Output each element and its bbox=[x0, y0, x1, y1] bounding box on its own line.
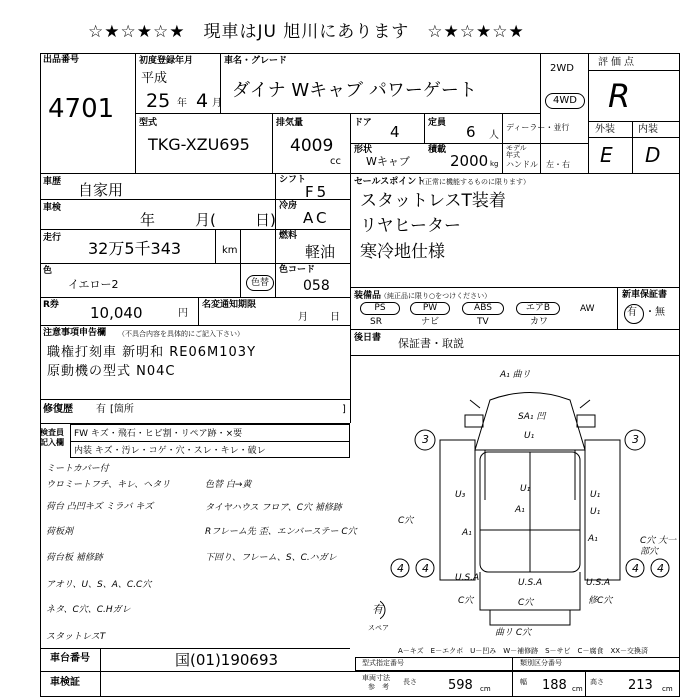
divider bbox=[350, 143, 588, 144]
divider bbox=[350, 355, 680, 356]
mileage-unit: km bbox=[222, 245, 238, 256]
fuel-value: 軽油 bbox=[305, 243, 336, 261]
equip-abs: ABS bbox=[462, 302, 504, 315]
divider bbox=[512, 657, 513, 697]
diag-label: SA₁ 凹 bbox=[518, 412, 546, 422]
repair-label: 修復歴 bbox=[43, 404, 73, 415]
color-value: イエロー2 bbox=[68, 278, 119, 291]
diag-label: 4 bbox=[632, 562, 639, 575]
fuel-label: 燃料 bbox=[279, 231, 298, 241]
doors-value: 4 bbox=[390, 123, 400, 141]
note-bed-dent: 荷台 凸凹キズ ミラバ キズ bbox=[46, 502, 154, 512]
first-reg-year-unit: 年 bbox=[177, 98, 187, 109]
divider bbox=[40, 199, 350, 200]
legend-interior: 内装 キズ・汚レ・コゲ・穴・スレ・キレ・破レ bbox=[74, 446, 266, 456]
divider bbox=[40, 297, 350, 298]
divider bbox=[588, 70, 680, 71]
equip-pw: PW bbox=[410, 302, 450, 315]
note-neta: ネタ、C穴、C.Hガレ bbox=[46, 605, 131, 615]
diag-label: C穴 bbox=[518, 598, 534, 608]
recycle-unit: 円 bbox=[178, 308, 188, 319]
shape-value: Wキャブ bbox=[366, 155, 410, 168]
divider bbox=[40, 229, 350, 230]
equip-airbag: エアB bbox=[516, 302, 560, 315]
diag-label: A₁ 曲リ bbox=[500, 370, 531, 380]
height-unit: cm bbox=[662, 685, 673, 693]
diag-label: A₁ bbox=[588, 534, 598, 544]
diag-label: スペア bbox=[368, 624, 389, 632]
inspection-day: 日) bbox=[255, 211, 276, 229]
name-change-month: 月 bbox=[298, 312, 308, 323]
diag-label: 4 bbox=[397, 562, 404, 575]
new-warranty-no: ・無 bbox=[645, 307, 665, 318]
note-r-frame: Rフレーム先 歪、エンバーステー C穴 bbox=[205, 527, 357, 537]
documents-label: 後日書 bbox=[354, 333, 382, 343]
equip-ps: PS bbox=[360, 302, 400, 315]
divider bbox=[220, 53, 221, 113]
chassis-label: 車台番号 bbox=[50, 653, 90, 664]
diag-label: 4 bbox=[657, 562, 664, 575]
diag-label: U.S.A bbox=[455, 573, 480, 583]
divider bbox=[135, 113, 540, 114]
length-label: 長さ bbox=[403, 678, 417, 686]
exterior-label: 外装 bbox=[595, 124, 615, 135]
equip-sr: SR bbox=[370, 317, 382, 327]
equip-tv: TV bbox=[477, 317, 489, 327]
model-year-label: モデル 年式 bbox=[506, 144, 527, 159]
exterior-score: E bbox=[600, 143, 613, 167]
sales-points-label: セールスポイント bbox=[354, 177, 426, 187]
shift-label: シフト bbox=[279, 175, 307, 185]
drive-4wd: 4WD bbox=[545, 93, 585, 109]
equip-leather: カワ bbox=[530, 317, 549, 327]
diag-label: U.S.A bbox=[586, 578, 611, 588]
note-meat-cover: ミートカバー付 bbox=[46, 464, 109, 474]
sales-point-1: スタットレスT装着 bbox=[360, 191, 506, 211]
recycle-label: R券 bbox=[43, 300, 59, 310]
shape-label: 形状 bbox=[354, 145, 373, 155]
divider bbox=[588, 53, 589, 173]
diag-label: 有 bbox=[372, 603, 383, 616]
divider bbox=[585, 671, 586, 697]
divider bbox=[215, 229, 216, 263]
inspection-label: 車検 bbox=[43, 203, 62, 213]
inspection-month: 月( bbox=[195, 211, 216, 229]
equip-aw: AW bbox=[580, 304, 595, 314]
diag-label: A₁ bbox=[462, 528, 472, 538]
divider bbox=[40, 648, 350, 649]
note-tire-house: タイヤハウス フロア、C穴 補修跡 bbox=[205, 503, 342, 513]
divider bbox=[40, 263, 350, 264]
ac-label: 冷房 bbox=[279, 201, 298, 211]
legend-label: 検査員 記入欄 bbox=[40, 428, 64, 447]
name-change-label: 名変通知期限 bbox=[202, 300, 257, 310]
diag-label: U₃ bbox=[455, 490, 466, 500]
width-unit: cm bbox=[572, 685, 583, 693]
divider bbox=[540, 53, 541, 173]
model-label: 型式 bbox=[139, 118, 158, 128]
divider bbox=[588, 121, 680, 122]
notes-sub: （不具合内容を具体的にご記入下さい） bbox=[118, 330, 244, 338]
divider bbox=[40, 173, 680, 174]
interior-score: D bbox=[645, 143, 661, 167]
height-value: 213 bbox=[628, 678, 653, 693]
chassis-value: 国(01)190693 bbox=[175, 651, 279, 669]
displacement-label: 排気量 bbox=[276, 118, 304, 128]
history-label: 車歴 bbox=[43, 177, 62, 187]
ref-label: 参 考 bbox=[368, 683, 389, 691]
ac-value: AC bbox=[303, 209, 330, 227]
length-unit: cm bbox=[480, 685, 491, 693]
displacement-unit: cc bbox=[330, 156, 341, 167]
dims-label: 車両寸法 bbox=[362, 674, 390, 682]
cert-label: 型式指定番号 bbox=[362, 659, 404, 667]
new-warranty-label: 新車保証書 bbox=[622, 290, 668, 300]
load-unit: kg bbox=[490, 160, 499, 168]
divider bbox=[240, 263, 241, 297]
divider bbox=[100, 648, 101, 697]
load-value: 2000 bbox=[450, 152, 489, 170]
divider bbox=[40, 399, 350, 400]
width-value: 188 bbox=[542, 678, 567, 693]
diag-label: C穴 bbox=[458, 596, 474, 606]
divider bbox=[617, 287, 618, 329]
diag-label: U₁ bbox=[590, 507, 601, 517]
shift-value: F5 bbox=[305, 183, 330, 201]
load-label: 積載 bbox=[428, 145, 447, 155]
model-value: TKG-XZU695 bbox=[148, 135, 250, 154]
equipment-note: （純正品に限り○をつけください） bbox=[380, 292, 492, 300]
handle-label: ハンドル 左・右 bbox=[506, 160, 570, 169]
notes-label: 注意事項申告欄 bbox=[43, 328, 107, 338]
notes-line-1: 職権打刻車 新明和 RE06M103Y bbox=[47, 345, 257, 360]
first-reg-era: 平成 bbox=[141, 71, 168, 86]
note-color-change: 色替 白→黄 bbox=[205, 480, 252, 490]
sales-point-3: 寒冷地仕様 bbox=[360, 242, 445, 262]
equip-navi: ナビ bbox=[421, 317, 440, 327]
divider bbox=[350, 173, 351, 423]
diag-label: 修C穴 bbox=[588, 596, 613, 606]
diag-label: U₁ bbox=[520, 484, 531, 494]
legend-exterior: FW キズ・飛石・ヒビ割・リペア跡・×要 bbox=[74, 429, 243, 439]
history-value: 自家用 bbox=[78, 181, 124, 199]
diag-label: 曲リ C穴 bbox=[495, 628, 532, 638]
note-bed-agent: 荷板剤 bbox=[46, 527, 74, 537]
divider bbox=[198, 297, 199, 325]
diag-label: U.S.A bbox=[518, 578, 543, 588]
vin-label: 車検証 bbox=[50, 677, 80, 688]
divider bbox=[70, 441, 350, 442]
class-label: 類別区分番号 bbox=[520, 659, 562, 667]
lot-number: 4701 bbox=[48, 94, 115, 124]
divider bbox=[350, 329, 680, 330]
diag-label: U₁ bbox=[590, 490, 601, 500]
divider bbox=[350, 287, 680, 288]
documents-value: 保証書・取説 bbox=[398, 337, 464, 350]
score-value: R bbox=[608, 77, 631, 115]
repair-value: 有 bbox=[96, 404, 106, 415]
sales-points-note: （正常に機能するものに限ります） bbox=[418, 178, 530, 186]
diag-label: C穴 bbox=[398, 516, 414, 526]
name-change-day: 日 bbox=[330, 312, 340, 323]
sales-point-2: リヤヒーター bbox=[360, 216, 461, 236]
divider bbox=[424, 113, 425, 143]
diag-label: C穴 大一部穴 bbox=[640, 536, 677, 557]
divider bbox=[275, 263, 276, 297]
banner: ☆★☆★☆★ 現車はJU 旭川にあります ☆★☆★☆★ bbox=[88, 22, 525, 42]
capacity-value: 6 bbox=[466, 123, 476, 141]
capacity-label: 定員 bbox=[428, 118, 447, 128]
note-underbody: 下回り、フレーム、S、C.ハガレ bbox=[205, 553, 337, 563]
divider bbox=[632, 121, 633, 173]
new-warranty-yes: 有 bbox=[627, 307, 637, 318]
interior-label: 内装 bbox=[638, 124, 658, 135]
note-gate: アオリ、U、S、A、C.C穴 bbox=[46, 580, 152, 590]
diag-label: 3 bbox=[422, 433, 429, 446]
color-code-value: 058 bbox=[303, 278, 330, 294]
diag-label: A₁ bbox=[515, 505, 525, 515]
car-name-label: 車名・グレード bbox=[224, 56, 288, 66]
divider bbox=[240, 229, 241, 263]
note-seat-edge: ウロミートフチ、キレ、ヘタリ bbox=[46, 480, 171, 490]
repair-bracket: [箇所 bbox=[110, 404, 134, 415]
mileage-label: 走行 bbox=[43, 233, 62, 243]
width-label: 幅 bbox=[520, 678, 527, 686]
first-reg-label: 初度登録年月 bbox=[139, 56, 194, 66]
note-bed-plate: 荷台板 補修跡 bbox=[46, 553, 103, 563]
divider bbox=[40, 325, 350, 326]
lot-label: 出品番号 bbox=[43, 55, 80, 65]
divider bbox=[40, 671, 680, 672]
repaint-mark: 色替 bbox=[246, 275, 274, 291]
inspection-year: 年 bbox=[140, 211, 156, 229]
note-studless: スタットレスT bbox=[46, 632, 106, 642]
diag-label: U₁ bbox=[524, 431, 535, 441]
length-value: 598 bbox=[448, 678, 473, 693]
first-reg-year: 25 bbox=[146, 90, 171, 112]
car-name: ダイナ Wキャブ パワーゲート bbox=[232, 80, 477, 101]
mileage-value: 32万5千343 bbox=[88, 239, 182, 258]
diag-label: 3 bbox=[632, 433, 639, 446]
color-label: 色 bbox=[43, 266, 53, 276]
divider bbox=[272, 113, 273, 173]
code-legend: A－キズ E－エクボ U－凹み W－補修跡 S－サビ C－腐食 XX－交換済 bbox=[398, 647, 649, 655]
capacity-unit: 人 bbox=[489, 130, 499, 141]
first-reg-month-unit: 月 bbox=[212, 98, 222, 109]
height-label: 高さ bbox=[590, 678, 604, 686]
score-label: 評価点 bbox=[598, 57, 637, 68]
dealer-label: ディーラー・並行 bbox=[506, 123, 570, 132]
displacement-value: 4009 bbox=[290, 136, 334, 156]
divider bbox=[588, 137, 680, 138]
repair-close-bracket: ] bbox=[342, 404, 346, 415]
first-reg-month: 4 bbox=[196, 90, 209, 112]
color-code-label: 色コード bbox=[279, 265, 316, 275]
notes-line-2: 原動機の型式 N04C bbox=[47, 364, 176, 379]
recycle-value: 10,040 bbox=[90, 304, 143, 322]
equipment-label: 装備品 bbox=[354, 291, 382, 301]
doors-label: ドア bbox=[354, 118, 372, 128]
drive-2wd: 2WD bbox=[550, 63, 574, 74]
diag-label: 4 bbox=[422, 562, 429, 575]
